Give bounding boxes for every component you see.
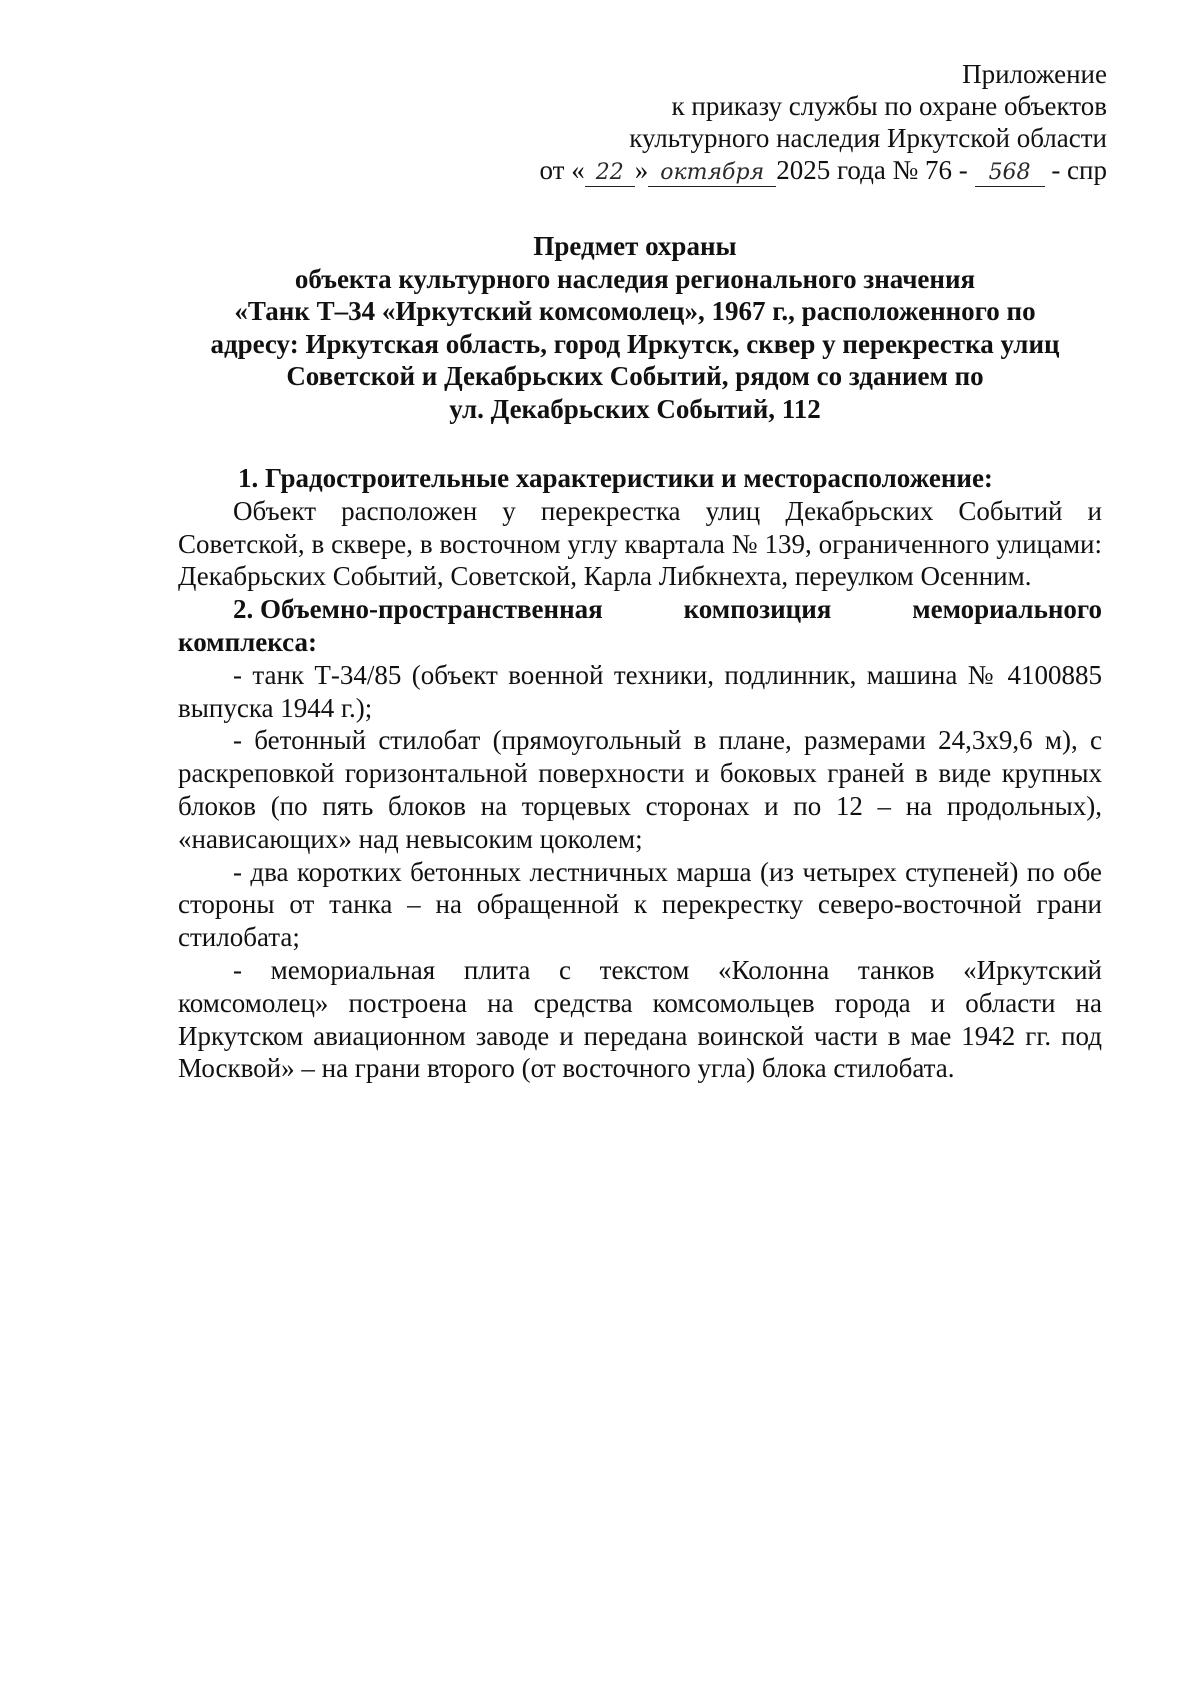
date-mid: » <box>634 155 649 185</box>
handwritten-order-number: 568 <box>975 160 1045 187</box>
date-year-text: 2025 года № 76 - <box>776 155 968 185</box>
section-2-heading-word-3: мемориального <box>912 594 1102 625</box>
list-item-tank: - танк Т-34/85 (объект военной техники, подлинник, машина № 4100885 выпуска 1944 г.); <box>178 659 1102 723</box>
title-line-6: ул. Декабрьских Событий, 112 <box>449 393 821 424</box>
order-suffix: - спр <box>1051 155 1107 185</box>
appendix-order-ref: к приказу службы по охране объектов <box>671 91 1107 121</box>
document-title <box>170 230 1100 425</box>
appendix-authority: культурного наследия Иркутской области <box>629 123 1107 153</box>
title-line-2: объекта культурного наследия регионального значения <box>294 263 976 294</box>
section-1-text: Объект расположен у перекрестка улиц Декабрьских Событий и Советской, в сквере, в восточном углу квартала № 139, ограниченного улицами: Декабрьских Событий, Советской, Карла Либкнехта, переулком Осенним. <box>178 495 1102 592</box>
handwritten-day: 22 <box>585 160 635 187</box>
section-2-heading-word-1: 2. Объемно-пространственная <box>233 594 603 625</box>
section-2-heading-continued: комплекса: <box>178 626 317 657</box>
section-2-heading-word-2: композиция <box>683 594 832 625</box>
appendix-label: Приложение <box>962 59 1107 89</box>
title-line-1: Предмет охраны <box>533 231 737 261</box>
list-item-stylobate: - бетонный стилобат (прямоугольный в плане, размерами 24,3х9,6 м), с раскреповкой горизонтальной поверхности и боковых граней в виде крупных блоков (по пять блоков на торцевых сторонах и по 12 – на продольных), «нависающих» над невысоким цоколем; <box>178 725 1102 854</box>
appendix-header <box>540 58 1108 187</box>
appendix-date-line <box>540 154 1108 187</box>
date-prefix: от « <box>539 155 585 185</box>
list-item-stairs: - два коротких бетонных лестничных марша (из четырех ступеней) по обе стороны от танка – на обращенной к перекрестку северо-восточной грани стилобата; <box>178 856 1102 953</box>
document-body <box>178 462 1102 1085</box>
title-line-5: Советской и Декабрьских Событий, рядом со зданием по <box>286 361 984 391</box>
list-item-memorial-plate: - мемориальная плита с текстом «Колонна танков «Иркутский комсомолец» построена на средства комсомольцев города и области на Иркутском авиационном заводе и передана воинской части в мае 1942 гг. под Москвой» – на грани второго (от восточного угла) блока стилобата. <box>178 954 1102 1084</box>
title-line-4: адресу: Иркутская область, город Иркутск, сквер у перекрестка улиц <box>210 328 1060 359</box>
handwritten-month: октября <box>648 160 776 187</box>
section-2-heading <box>178 593 1102 626</box>
title-line-3: «Танк Т–34 «Иркутский комсомолец», 1967 г., расположенного по <box>234 296 1036 326</box>
section-1-heading: 1. Градостроительные характеристики и месторасположение: <box>238 463 993 493</box>
